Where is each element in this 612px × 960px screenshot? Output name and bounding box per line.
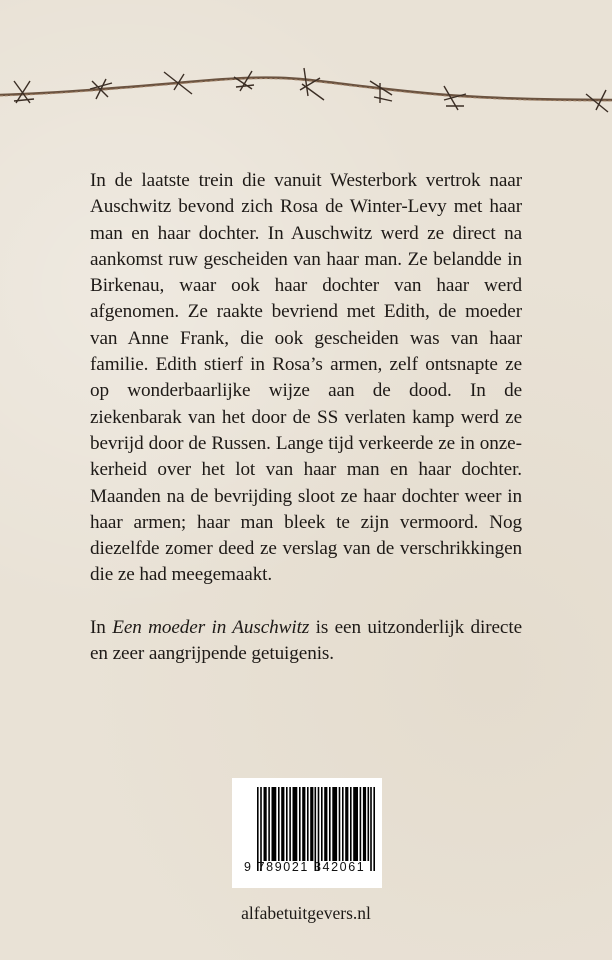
back-cover-blurb	[90, 168, 522, 693]
barbed-wire-decoration	[0, 60, 612, 120]
isbn-number: 9 789021 342061	[244, 860, 366, 874]
blurb-paragraph-1: In de laatste trein die vanuit Westerbork vertrok naar Auschwitz bevond zich Rosa de Winter-Levy met haar man en haar dochter. In Auschwitz werd ze direct na aankomst ruw gescheiden van haar man. Ze belandde in Birkenau, waar ook haar dochter van haar werd afgenomen. Ze raakte bevriend met Edith, de moeder van Anne Frank, die ook gescheiden was van haar familie. Edith stierf in Rosa’s armen, zelf ontsnapte ze op wonderbaarlijke wijze aan de dood. In de ziekenbarak van het door de SS verlaten kamp werd ze bevrijd door de Russen. Lange tijd verkeerde ze in onzekerheid over het lot van haar man en haar dochter. Maanden na de bevrijding sloot ze haar dochter weer in haar armen; haar man bleek te zijn vermoord. Nog diezelfde zomer deed ze verslag van de verschrikkingen die ze had meegemaakt.	[90, 170, 522, 586]
barcode-bars-icon	[257, 787, 375, 871]
blurb-paragraph-2-prefix: In	[90, 616, 113, 638]
isbn-barcode	[232, 778, 382, 888]
publisher-website: alfabetuitgevers.nl	[241, 903, 371, 923]
blurb-paragraph-2	[90, 615, 522, 668]
blurb-paragraph-2-suffix: is een uitzonderlijk directe en zeer aangrijpende getuigenis.	[90, 616, 522, 665]
book-title: Een moeder in Auschwitz	[112, 616, 310, 638]
